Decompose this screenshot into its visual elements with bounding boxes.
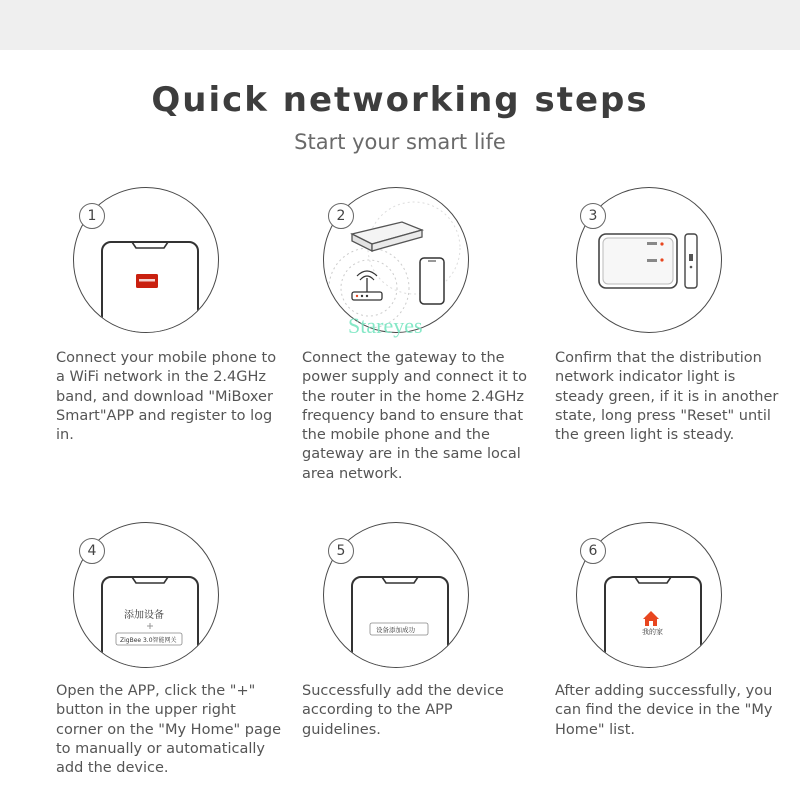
step-3-text: Confirm that the distribution network indicator light is steady green, if it is in another state, long press "Reset" until the green light is steady. (555, 350, 779, 444)
step-6-number: 6 (580, 538, 606, 564)
my-home-label: 我的家 (642, 628, 663, 636)
add-device-label: 添加设备 (124, 610, 164, 621)
step-5-number: 5 (328, 538, 354, 564)
step-1-number: 1 (79, 203, 105, 229)
step-2-text: Connect the gateway to the power supply and connect it to the router in the home 2.4GHz frequency band to ensure that the mobile phone and the gateway are in the same local area network. (302, 350, 527, 482)
page-subtitle: Start your smart life (294, 130, 506, 154)
step-3-number: 3 (580, 203, 606, 229)
step-1-text: Connect your mobile phone to a WiFi network in the 2.4GHz band, and download "MiBoxer Smart"APP and register to log in. (56, 350, 277, 444)
step-4-number: 4 (79, 538, 105, 564)
watermark: Stareyes (348, 313, 423, 338)
step-4-text: Open the APP, click the "+" button in the upper right corner on the "My Home" page to manually or automatically add the device. (56, 683, 281, 777)
device-added-label: 设备添加成功 (376, 626, 415, 634)
page-title: Quick networking steps (151, 80, 649, 120)
gateway-label: ZigBee 3.0智能网关 (120, 637, 177, 644)
step-2-number: 2 (328, 203, 354, 229)
step-6-text: After adding successfully, you can find the device in the "My Home" list. (555, 683, 773, 738)
step-5-text: Successfully add the device according to the APP guidelines. (302, 683, 504, 738)
top-band (0, 0, 800, 50)
